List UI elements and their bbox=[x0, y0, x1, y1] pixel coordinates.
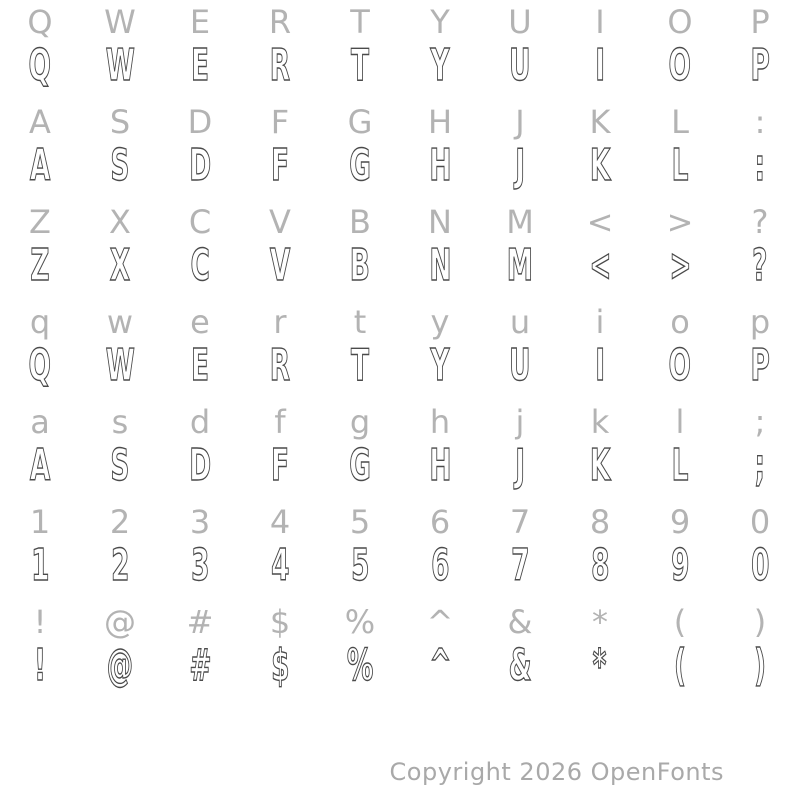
preview-char: P bbox=[750, 340, 770, 391]
preview-char-cell bbox=[320, 240, 400, 300]
preview-char: 3 bbox=[190, 540, 210, 591]
preview-char: Q bbox=[28, 340, 52, 391]
preview-char: D bbox=[189, 140, 211, 191]
preview-char: Y bbox=[430, 340, 450, 391]
preview-char: Y bbox=[430, 40, 450, 91]
reference-char: w bbox=[106, 303, 134, 341]
preview-char-cell bbox=[0, 240, 80, 300]
preview-char: F bbox=[270, 140, 290, 191]
reference-char: 7 bbox=[509, 503, 531, 541]
preview-char: ) bbox=[753, 640, 767, 691]
reference-char: 1 bbox=[29, 503, 51, 541]
reference-char: L bbox=[671, 103, 689, 141]
preview-char: I bbox=[595, 340, 605, 391]
preview-char: $ bbox=[270, 640, 290, 691]
reference-char: e bbox=[190, 303, 210, 341]
reference-char: l bbox=[675, 403, 685, 441]
preview-char: V bbox=[269, 240, 291, 291]
reference-char: $ bbox=[269, 603, 291, 641]
preview-char-cell bbox=[560, 340, 640, 400]
preview-char: C bbox=[190, 240, 210, 291]
reference-char: H bbox=[427, 103, 453, 141]
reference-char: * bbox=[592, 603, 608, 641]
preview-char: J bbox=[515, 440, 525, 491]
preview-char: H bbox=[428, 440, 452, 491]
preview-char: T bbox=[350, 40, 369, 91]
preview-char-cell bbox=[0, 40, 80, 100]
reference-char: > bbox=[666, 203, 694, 241]
reference-char: f bbox=[274, 403, 286, 441]
reference-char: q bbox=[29, 303, 51, 341]
reference-char: B bbox=[349, 203, 371, 241]
preview-char-cell bbox=[160, 140, 240, 200]
preview-char: : bbox=[754, 140, 766, 191]
preview-char: ( bbox=[673, 640, 687, 691]
preview-char-cell bbox=[80, 340, 160, 400]
reference-char: # bbox=[186, 603, 214, 641]
reference-char: 3 bbox=[189, 503, 211, 541]
reference-char: y bbox=[430, 303, 450, 341]
preview-char: X bbox=[109, 240, 131, 291]
preview-char-cell bbox=[240, 240, 320, 300]
reference-char: o bbox=[670, 303, 690, 341]
preview-char: O bbox=[668, 40, 692, 91]
character-row-pair-2 bbox=[0, 100, 800, 200]
reference-char: 6 bbox=[429, 503, 451, 541]
reference-char: a bbox=[30, 403, 50, 441]
reference-char: Y bbox=[430, 3, 450, 41]
preview-char-cell bbox=[240, 440, 320, 500]
preview-char-cell bbox=[240, 540, 320, 600]
preview-char: J bbox=[515, 140, 525, 191]
preview-char-row bbox=[0, 440, 800, 500]
reference-char: u bbox=[509, 303, 531, 341]
preview-char-cell bbox=[0, 540, 80, 600]
preview-char-cell bbox=[560, 440, 640, 500]
reference-char-row bbox=[0, 300, 800, 344]
preview-char-cell bbox=[560, 640, 640, 700]
preview-char: 0 bbox=[750, 540, 770, 591]
reference-char: J bbox=[515, 103, 525, 141]
preview-char: % bbox=[346, 640, 374, 691]
reference-char: 2 bbox=[109, 503, 131, 541]
preview-char-cell bbox=[320, 440, 400, 500]
reference-char: ( bbox=[673, 603, 687, 641]
reference-char: h bbox=[429, 403, 451, 441]
reference-char: U bbox=[508, 3, 532, 41]
preview-char: ^ bbox=[428, 640, 452, 691]
preview-char-cell bbox=[480, 640, 560, 700]
preview-char-cell bbox=[160, 540, 240, 600]
reference-char: P bbox=[750, 3, 770, 41]
preview-char-cell bbox=[720, 240, 800, 300]
reference-char: O bbox=[667, 3, 693, 41]
preview-char-cell bbox=[240, 340, 320, 400]
reference-char: % bbox=[344, 603, 376, 641]
preview-char: L bbox=[671, 440, 689, 491]
preview-char-row bbox=[0, 340, 800, 400]
preview-char-cell bbox=[640, 140, 720, 200]
reference-char: 4 bbox=[269, 503, 291, 541]
preview-char: * bbox=[593, 640, 607, 691]
reference-char: i bbox=[595, 303, 605, 341]
preview-char-cell bbox=[80, 140, 160, 200]
reference-char: Z bbox=[29, 203, 51, 241]
preview-char-cell bbox=[560, 240, 640, 300]
reference-char: ? bbox=[751, 203, 769, 241]
reference-char: & bbox=[507, 603, 533, 641]
reference-char: j bbox=[515, 403, 525, 441]
preview-char-cell bbox=[400, 440, 480, 500]
preview-char: 5 bbox=[350, 540, 370, 591]
preview-char: K bbox=[589, 440, 611, 491]
preview-char: R bbox=[269, 40, 291, 91]
reference-char: ; bbox=[754, 403, 766, 441]
reference-char-row bbox=[0, 600, 800, 644]
preview-char: 6 bbox=[430, 540, 450, 591]
reference-char: 8 bbox=[589, 503, 611, 541]
preview-char: W bbox=[105, 40, 135, 91]
preview-char-cell bbox=[160, 340, 240, 400]
reference-char: d bbox=[189, 403, 211, 441]
reference-char: C bbox=[188, 203, 212, 241]
preview-char-cell bbox=[640, 440, 720, 500]
preview-char: < bbox=[588, 240, 612, 291]
preview-char-cell bbox=[480, 140, 560, 200]
preview-char-cell bbox=[80, 440, 160, 500]
preview-char-cell bbox=[80, 640, 160, 700]
reference-char-row bbox=[0, 0, 800, 44]
preview-char-cell bbox=[240, 640, 320, 700]
preview-char: E bbox=[190, 340, 210, 391]
preview-char-cell bbox=[640, 40, 720, 100]
preview-char-cell bbox=[400, 540, 480, 600]
preview-char-cell bbox=[160, 640, 240, 700]
preview-char-cell bbox=[560, 540, 640, 600]
preview-char-cell bbox=[720, 140, 800, 200]
preview-char: S bbox=[110, 140, 130, 191]
preview-char: 2 bbox=[110, 540, 130, 591]
reference-char: 0 bbox=[749, 503, 771, 541]
reference-char: N bbox=[428, 203, 452, 241]
preview-char: R bbox=[269, 340, 291, 391]
preview-char: B bbox=[349, 240, 371, 291]
reference-char: X bbox=[109, 203, 131, 241]
reference-char-row bbox=[0, 500, 800, 544]
reference-char: ^ bbox=[426, 603, 454, 641]
preview-char-cell bbox=[0, 340, 80, 400]
reference-char: F bbox=[270, 103, 290, 141]
copyright-footer: Copyright 2026 OpenFonts bbox=[389, 758, 724, 786]
preview-char: S bbox=[110, 440, 130, 491]
preview-char-cell bbox=[160, 40, 240, 100]
reference-char: Q bbox=[27, 3, 53, 41]
preview-char-cell bbox=[320, 540, 400, 600]
preview-char: I bbox=[595, 40, 605, 91]
reference-char: A bbox=[29, 103, 51, 141]
preview-char: ; bbox=[754, 440, 766, 491]
preview-char-row bbox=[0, 40, 800, 100]
preview-char: G bbox=[349, 140, 371, 191]
preview-char: # bbox=[188, 640, 212, 691]
preview-char-cell bbox=[400, 340, 480, 400]
reference-char-row bbox=[0, 200, 800, 244]
reference-char: @ bbox=[104, 603, 136, 641]
preview-char: G bbox=[349, 440, 371, 491]
preview-char: F bbox=[270, 440, 290, 491]
preview-char-row bbox=[0, 540, 800, 600]
preview-char-cell bbox=[80, 240, 160, 300]
preview-char: 1 bbox=[30, 540, 50, 591]
preview-char: U bbox=[509, 340, 531, 391]
preview-char: 8 bbox=[590, 540, 610, 591]
preview-char: U bbox=[509, 40, 531, 91]
preview-char: Z bbox=[30, 240, 50, 291]
reference-char: r bbox=[273, 303, 287, 341]
reference-char-row bbox=[0, 100, 800, 144]
preview-char-cell bbox=[720, 640, 800, 700]
character-row-pair-1 bbox=[0, 0, 800, 100]
preview-char-cell bbox=[80, 540, 160, 600]
reference-char: 9 bbox=[669, 503, 691, 541]
preview-char-cell bbox=[720, 440, 800, 500]
reference-char: G bbox=[347, 103, 373, 141]
reference-char: 5 bbox=[349, 503, 371, 541]
preview-char-cell bbox=[720, 340, 800, 400]
preview-char: O bbox=[668, 340, 692, 391]
preview-char: Q bbox=[28, 40, 52, 91]
reference-char: I bbox=[595, 3, 605, 41]
reference-char: : bbox=[754, 103, 766, 141]
reference-char: ! bbox=[33, 603, 47, 641]
preview-char: > bbox=[668, 240, 692, 291]
character-row-pair-4 bbox=[0, 300, 800, 400]
preview-char-cell bbox=[80, 40, 160, 100]
preview-char-cell bbox=[640, 340, 720, 400]
preview-char-cell bbox=[720, 40, 800, 100]
character-row-pair-7 bbox=[0, 600, 800, 700]
character-row-pair-6 bbox=[0, 500, 800, 600]
reference-char: p bbox=[749, 303, 771, 341]
preview-char-cell bbox=[560, 140, 640, 200]
preview-char-cell bbox=[400, 40, 480, 100]
reference-char: S bbox=[109, 103, 131, 141]
preview-char: T bbox=[350, 340, 369, 391]
preview-char-cell bbox=[320, 40, 400, 100]
reference-char: t bbox=[353, 303, 367, 341]
preview-char: 4 bbox=[270, 540, 290, 591]
reference-char: T bbox=[350, 3, 370, 41]
preview-char-cell bbox=[400, 240, 480, 300]
preview-char-cell bbox=[400, 640, 480, 700]
reference-char: D bbox=[187, 103, 213, 141]
preview-char: W bbox=[105, 340, 135, 391]
preview-char-cell bbox=[400, 140, 480, 200]
preview-char-cell bbox=[480, 540, 560, 600]
reference-char: k bbox=[590, 403, 610, 441]
preview-char-cell bbox=[160, 440, 240, 500]
preview-char: 7 bbox=[510, 540, 530, 591]
preview-char: K bbox=[589, 140, 611, 191]
preview-char: ! bbox=[33, 640, 47, 691]
reference-char: M bbox=[506, 203, 534, 241]
preview-char-cell bbox=[480, 340, 560, 400]
preview-char-cell bbox=[320, 140, 400, 200]
preview-char: 9 bbox=[670, 540, 690, 591]
character-row-pair-3 bbox=[0, 200, 800, 300]
preview-char-cell bbox=[0, 640, 80, 700]
preview-char: P bbox=[750, 40, 770, 91]
preview-char-cell bbox=[160, 240, 240, 300]
preview-char: ? bbox=[752, 240, 768, 291]
reference-char: R bbox=[268, 3, 292, 41]
reference-char-row bbox=[0, 400, 800, 444]
preview-char: A bbox=[29, 440, 51, 491]
preview-char: A bbox=[29, 140, 51, 191]
preview-char: D bbox=[189, 440, 211, 491]
preview-char-cell bbox=[720, 540, 800, 600]
reference-char: V bbox=[269, 203, 291, 241]
reference-char: s bbox=[111, 403, 129, 441]
reference-char: < bbox=[586, 203, 614, 241]
preview-char-cell bbox=[240, 40, 320, 100]
preview-char-cell bbox=[640, 640, 720, 700]
character-row-pair-5 bbox=[0, 400, 800, 500]
preview-char-row bbox=[0, 640, 800, 700]
preview-char: M bbox=[506, 240, 534, 291]
preview-char-row bbox=[0, 140, 800, 200]
preview-char-cell bbox=[480, 440, 560, 500]
preview-char-cell bbox=[480, 40, 560, 100]
preview-char: L bbox=[671, 140, 689, 191]
preview-char: @ bbox=[106, 640, 134, 691]
preview-char-cell bbox=[560, 40, 640, 100]
preview-char-cell bbox=[320, 640, 400, 700]
preview-char-cell bbox=[0, 140, 80, 200]
preview-char-cell bbox=[640, 540, 720, 600]
reference-char: ) bbox=[753, 603, 767, 641]
preview-char: E bbox=[190, 40, 210, 91]
reference-char: g bbox=[349, 403, 371, 441]
preview-char-cell bbox=[640, 240, 720, 300]
preview-char-cell bbox=[240, 140, 320, 200]
reference-char: K bbox=[589, 103, 611, 141]
preview-char: & bbox=[508, 640, 532, 691]
preview-char: H bbox=[428, 140, 452, 191]
preview-char-cell bbox=[320, 340, 400, 400]
reference-char: E bbox=[189, 3, 211, 41]
preview-char: N bbox=[428, 240, 452, 291]
preview-char-cell bbox=[0, 440, 80, 500]
reference-char: W bbox=[104, 3, 136, 41]
preview-char-cell bbox=[480, 240, 560, 300]
preview-char-row bbox=[0, 240, 800, 300]
